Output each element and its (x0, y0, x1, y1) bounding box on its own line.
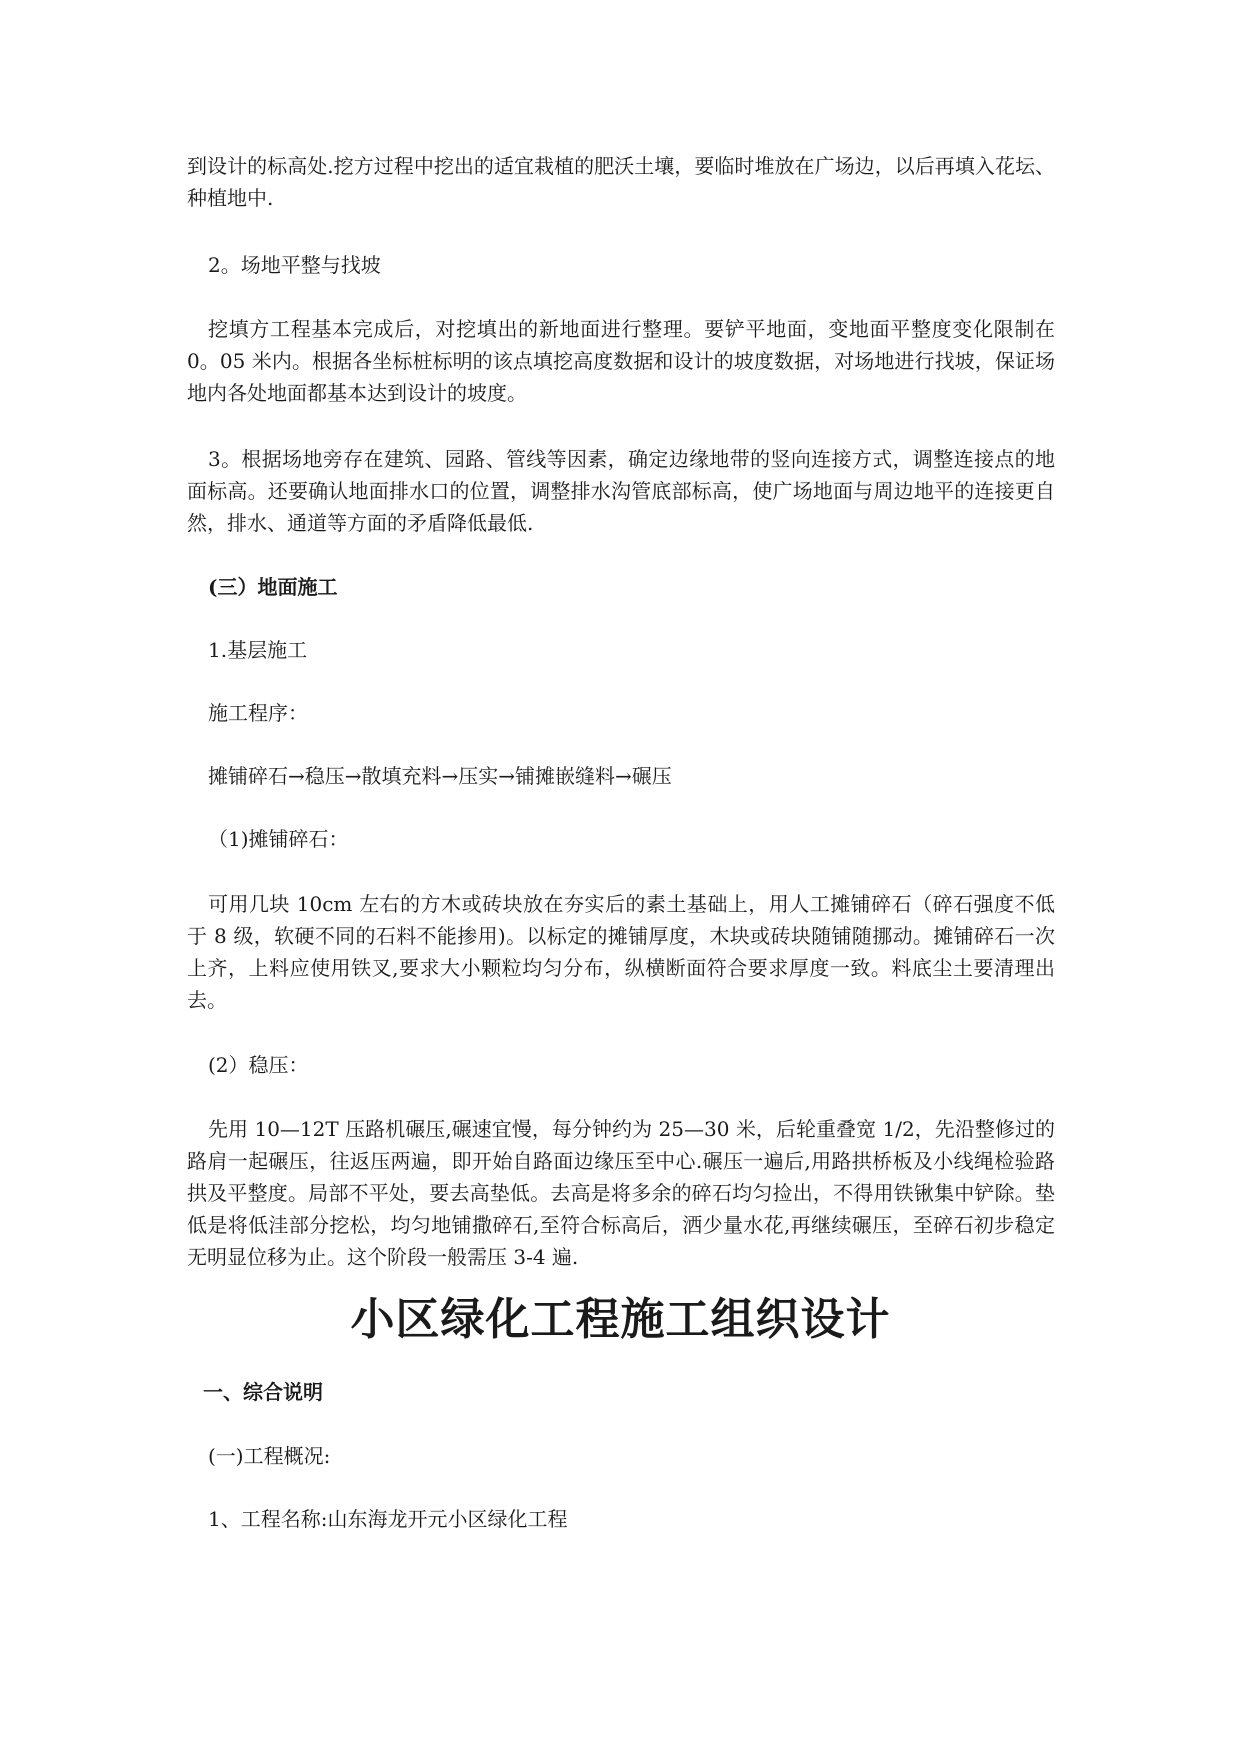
paragraph-text: 2。场地平整与找坡 (208, 253, 381, 277)
paragraph-compaction (187, 1113, 1055, 1273)
section-heading-overview (203, 1376, 1071, 1408)
paragraph-edge-connection (187, 443, 1055, 539)
paragraph-text: 施工程序： (208, 701, 308, 725)
procedure-flow (187, 760, 1055, 792)
step-heading-base (187, 634, 1055, 666)
paragraph-text: 到设计的标高处.挖方过程中挖出的适宜栽植的肥沃土壤，要临时堆放在广场边，以后再填入花坛、种植地中. (187, 154, 1055, 210)
paragraph-text: 先用 10—12T 压路机碾压,碾速宜慢，每分钟约为 25—30 米，后轮重叠宽 1/2，先沿整修过的路肩一起碾压，往返压两遍，即开始自路面边缘压至中心.碾压一遍后,用路拱桥板及小线绳检验路拱及平整度。局部不平处，要去高垫低。去高是将多余的碎石均匀捡出，不得用铁锹集中铲除。垫低是将低洼部分挖松，均匀地铺撒碎石,至符合标高后，洒少量水花,再继续碾压，至碎石初步稳定无明显位移为止。这个阶段一般需压 3-4 遍. (187, 1117, 1055, 1269)
procedure-label (187, 697, 1055, 729)
paragraph-text: 摊铺碎石→稳压→散填充料→压实→铺摊嵌缝料→碾压 (208, 764, 672, 788)
substep-heading-compaction (187, 1049, 1055, 1081)
paragraph-leveling (187, 313, 1055, 409)
paragraph-text: 1.基层施工 (208, 638, 308, 662)
paragraph-text: 1、工程名称:山东海龙开元小区绿化工程 (208, 1507, 568, 1531)
step-heading-leveling (187, 249, 1055, 281)
paragraph-text: 3。根据场地旁存在建筑、园路、管线等因素，确定边缘地带的竖向连接方式，调整连接点的地面标高。还要确认地面排水口的位置，调整排水沟管底部标高，使广场地面与周边地平的连接更自然，排水、通道等方面的矛盾降低最低. (187, 447, 1055, 535)
document-title: 小区绿化工程施工组织设计 (350, 1294, 891, 1345)
section-heading: 一、综合说明 (203, 1380, 323, 1404)
paragraph-text: （1)摊铺碎石： (208, 827, 349, 851)
section-heading-ground (187, 571, 1055, 603)
paragraph-text: 挖填方工程基本完成后，对挖填出的新地面进行整理。要铲平地面，变地面平整度变化限制在 0。05 米内。根据各坐标桩标明的该点填挖高度数据和设计的坡度数据，对场地进行找坡，保证场地内各处地面都基本达到设计的坡度。 (187, 317, 1055, 405)
project-name-line (187, 1503, 1055, 1535)
paragraph-text: (一)工程概况: (208, 1444, 331, 1468)
paragraph-text: 可用几块 10cm 左右的方木或砖块放在夯实后的素土基础上，用人工摊铺碎石（碎石强度不低于 8 级，软硬不同的石料不能掺用)。以标定的摊铺厚度，木块或砖块随铺随挪动。摊铺碎石一次上齐，上料应使用铁叉,要求大小颗粒均匀分布，纵横断面符合要求厚度一致。料底尘土要清理出去。 (187, 892, 1055, 1012)
paragraph-continuation (187, 150, 1055, 214)
section-heading: (三）地面施工 (208, 575, 338, 599)
paragraph-text: (2）稳压： (208, 1053, 309, 1077)
paragraph-spread (187, 888, 1055, 1016)
substep-heading-spread (187, 823, 1055, 855)
subsection-heading-project (187, 1440, 1055, 1472)
